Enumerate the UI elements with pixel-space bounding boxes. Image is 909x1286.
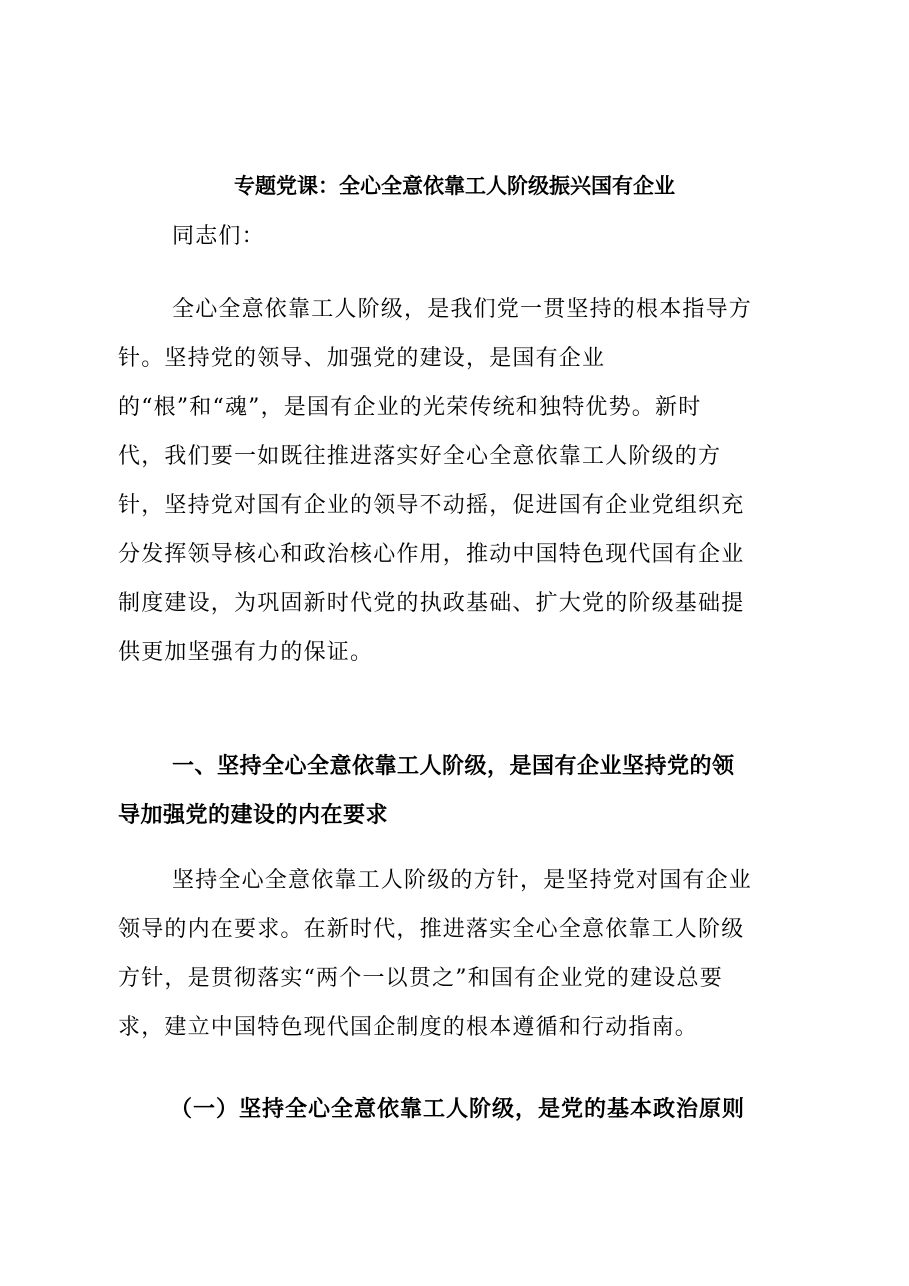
heading-line: 导加强党的建设的内在要求	[118, 803, 389, 828]
text-line: 全心全意依靠工人阶级，是我们党一贯坚持的根本指导方	[172, 297, 753, 322]
text-line: 供更加坚强有力的保证。	[118, 640, 374, 665]
section-paragraph	[118, 856, 788, 1052]
text-line: 坚持全心全意依靠工人阶级的方针，是坚持党对国有企业	[172, 868, 753, 893]
text-line: 领导的内在要求。在新时代，推进落实全心全意依靠工人阶级	[118, 917, 745, 942]
text-line: 制度建设，为巩固新时代党的执政基础、扩大党的阶级基础提	[118, 591, 745, 616]
salutation	[118, 212, 788, 261]
text-line: 针，坚持党对国有企业的领导不动摇，促进国有企业党组织充	[118, 493, 745, 518]
section-heading	[118, 742, 798, 840]
text-line: 的“根”和“魂”，是国有企业的光荣传统和独特优势。新时	[118, 395, 702, 420]
subsection-heading	[118, 1085, 798, 1134]
text-line: 方针，是贯彻落实“两个一以贯之”和国有企业党的建设总要	[118, 966, 723, 991]
subheading-line: （一）坚持全心全意依靠工人阶级，是党的基本政治原则	[170, 1096, 746, 1122]
text-line: 针。坚持党的领导、加强党的建设，是国有企业	[118, 346, 606, 371]
intro-paragraph	[118, 285, 788, 677]
text-line: 分发挥领导核心和政治核心作用，推动中国特色现代国有企业	[118, 542, 745, 567]
text-line: 求，建立中国特色现代国企制度的根本遵循和行动指南。	[118, 1015, 699, 1040]
text-line: 代，我们要一如既往推进落实好全心全意依靠工人阶级的方	[118, 444, 722, 469]
heading-line: 一、坚持全心全意依靠工人阶级，是国有企业坚持党的领	[172, 754, 735, 779]
salutation-line: 同志们：	[172, 224, 265, 249]
document-title: 专题党课：全心全意依靠工人阶级振兴国有企业	[234, 174, 675, 198]
